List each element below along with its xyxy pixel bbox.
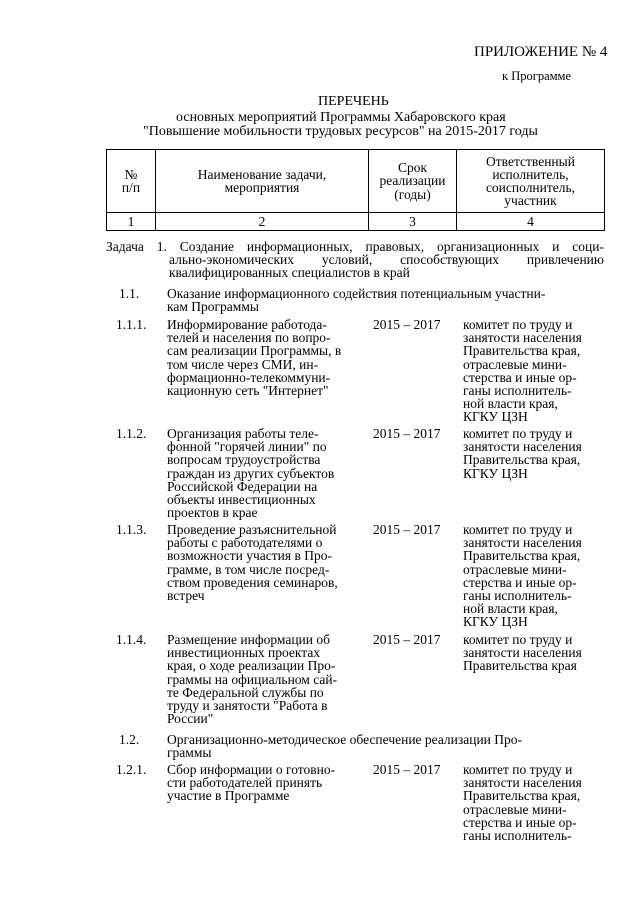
header-col-responsible-line: Ответственный	[486, 153, 575, 169]
item-name-line: Организация работы теле-	[167, 426, 319, 441]
item-responsible	[463, 318, 603, 424]
item-responsible	[463, 633, 603, 673]
item-responsible-line: стерства и иные ор-	[463, 814, 577, 830]
item-name-line: Российской Федерации на	[167, 478, 318, 494]
item-name-line: Проведение разъяснительной	[167, 522, 337, 537]
item-name-line: инвестиционных проектах	[167, 645, 321, 661]
index-cell-3: 3	[369, 213, 457, 231]
item-name-line: Сбор информации о готовно-	[167, 762, 336, 777]
item-responsible-line: занятости населения	[463, 439, 582, 455]
item-responsible-line: отраслевые мини-	[463, 356, 567, 372]
item-responsible-line: Правительства края	[463, 658, 577, 674]
item-name-line: формационно-телекоммуни-	[167, 369, 331, 385]
item-name-line: том числе через СМИ, ин-	[167, 356, 319, 372]
item-responsible-line: комитет по труду и	[463, 762, 573, 777]
task-1-line: Задача 1. Создание информационных, правовых, организационных и соци-	[106, 239, 604, 254]
item-term: 2015 – 2017	[373, 522, 441, 537]
table-header	[106, 149, 605, 231]
section-title	[167, 287, 604, 313]
section-title-line: Организационно-методическое обеспечение реализации Про-	[167, 732, 523, 747]
item-name-line: труду и занятости "Работа в	[167, 698, 328, 714]
item-name-line: грамме, в том числе посред-	[167, 561, 330, 577]
section-title	[167, 733, 604, 759]
item-responsible-line: Правительства края,	[463, 343, 581, 359]
header-col-term-line: (годы)	[394, 186, 431, 202]
item-responsible-line: ной власти края,	[463, 396, 558, 412]
header-col-number-line: №	[124, 166, 138, 182]
header-col-term-line: реализации	[379, 173, 446, 189]
item-responsible-line: комитет по труду и	[463, 632, 573, 647]
item-responsible-line: Правительства края,	[463, 548, 581, 564]
item-name	[167, 633, 367, 725]
item-name-line: встреч	[167, 588, 205, 604]
index-cell-1: 1	[107, 213, 156, 231]
task-1-line: квалифицированных специалистов в край	[169, 265, 410, 281]
header-col-responsible-line: участник	[504, 193, 557, 209]
item-responsible	[463, 427, 603, 480]
item-responsible-line: отраслевые мини-	[463, 561, 567, 577]
item-name-line: ством проведения семинаров,	[167, 574, 338, 590]
header-col-term-line: Срок	[397, 160, 428, 176]
item-name-line: России"	[167, 711, 214, 727]
item-number: 1.1.1.	[116, 317, 147, 332]
item-responsible-line: занятости населения	[463, 775, 582, 791]
document-title: ПЕРЕЧЕНЬ	[318, 94, 389, 109]
item-name-line: проектов в крае	[167, 505, 258, 521]
section-number: 1.1.	[119, 286, 140, 301]
item-responsible-line: КГКУ ЦЗН	[463, 614, 528, 630]
index-cell-4: 4	[457, 213, 605, 231]
item-name	[167, 523, 367, 602]
item-responsible-line: занятости населения	[463, 535, 582, 551]
section-title-line: кам Программы	[167, 299, 259, 315]
item-name-line: сти работодателей принять	[167, 775, 323, 791]
item-number: 1.1.4.	[116, 632, 147, 647]
item-responsible-line: КГКУ ЦЗН	[463, 465, 528, 481]
header-col-name	[156, 150, 369, 213]
item-responsible-line: Правительства края,	[463, 452, 581, 468]
item-responsible-line: КГКУ ЦЗН	[463, 409, 528, 425]
item-responsible-line: Правительства края,	[463, 788, 581, 804]
item-name-line: работы с работодателями о	[167, 535, 323, 551]
item-term: 2015 – 2017	[373, 632, 441, 647]
header-col-term	[369, 150, 457, 213]
item-responsible-line: комитет по труду и	[463, 317, 573, 332]
item-number: 1.2.1.	[116, 762, 147, 777]
header-col-responsible-line: исполнитель,	[492, 166, 569, 182]
item-responsible	[463, 763, 603, 842]
item-responsible-line: ганы исполнитель-	[463, 828, 572, 844]
item-responsible-line: комитет по труду и	[463, 426, 573, 441]
header-col-number-line: п/п	[121, 180, 141, 195]
task-1	[106, 240, 604, 280]
item-responsible-line: комитет по труду и	[463, 522, 573, 537]
header-col-responsible-line: соисполнитель,	[485, 180, 576, 195]
item-term: 2015 – 2017	[373, 762, 441, 777]
item-name	[167, 318, 367, 397]
header-col-name-line: Наименование задачи,	[197, 166, 327, 182]
to-program-label: к Программе	[502, 69, 572, 83]
item-name-line: объекты инвестиционных	[167, 492, 316, 508]
item-name-line: вопросам трудоустройства	[167, 452, 321, 468]
item-term: 2015 – 2017	[373, 426, 441, 441]
item-responsible-line: отраслевые мини-	[463, 801, 567, 817]
item-number: 1.1.2.	[116, 426, 147, 441]
item-name-line: сам реализации Программы, в	[167, 343, 342, 359]
header-col-responsible	[457, 150, 605, 213]
item-name-line: возможности участия в Про-	[167, 548, 332, 564]
item-responsible-line: стерства и иные ор-	[463, 369, 577, 385]
item-name-line: фонной "горячей линии" по	[167, 439, 327, 455]
document-subtitle-line-1: основных мероприятий Программы Хабаровского края	[176, 110, 506, 125]
item-responsible	[463, 523, 603, 629]
section-title-line: Оказание информационного содействия потенциальным участни-	[167, 286, 546, 301]
item-name-line: кационную сеть "Интернет"	[167, 383, 329, 399]
item-name-line: участие в Программе	[167, 788, 290, 804]
task-1-line: альнo-экономических условий, способствующих привлечению	[169, 252, 604, 268]
appendix-label: ПРИЛОЖЕНИЕ № 4	[474, 44, 608, 60]
section-title-line: граммы	[167, 745, 212, 761]
document-subtitle-line-2: "Повышение мобильности трудовых ресурсов" на 2015-2017 годы	[143, 124, 538, 139]
item-name-line: Информирование работода-	[167, 317, 327, 332]
item-name-line: телей и населения по вопро-	[167, 330, 331, 346]
item-responsible-line: стерства и иные ор-	[463, 574, 577, 590]
item-number: 1.1.3.	[116, 522, 147, 537]
header-col-number	[107, 150, 156, 213]
item-name-line: граммы на официальном сай-	[167, 671, 338, 687]
section-number: 1.2.	[119, 732, 140, 747]
item-responsible-line: занятости населения	[463, 645, 582, 661]
item-name	[167, 763, 367, 803]
item-name-line: края, о ходе реализации Про-	[167, 658, 336, 674]
item-responsible-line: ганы исполнитель-	[463, 588, 572, 604]
item-name-line: Размещение информации об	[167, 632, 330, 647]
item-responsible-line: ной власти края,	[463, 601, 558, 617]
item-term: 2015 – 2017	[373, 317, 441, 332]
item-name	[167, 427, 367, 519]
item-name-line: граждан из других субъектов	[167, 465, 335, 481]
item-responsible-line: занятости населения	[463, 330, 582, 346]
index-cell-2: 2	[156, 213, 369, 231]
header-col-name-line: мероприятия	[224, 180, 300, 195]
item-responsible-line: ганы исполнитель-	[463, 383, 572, 399]
item-name-line: те Федеральной службы по	[167, 684, 324, 700]
